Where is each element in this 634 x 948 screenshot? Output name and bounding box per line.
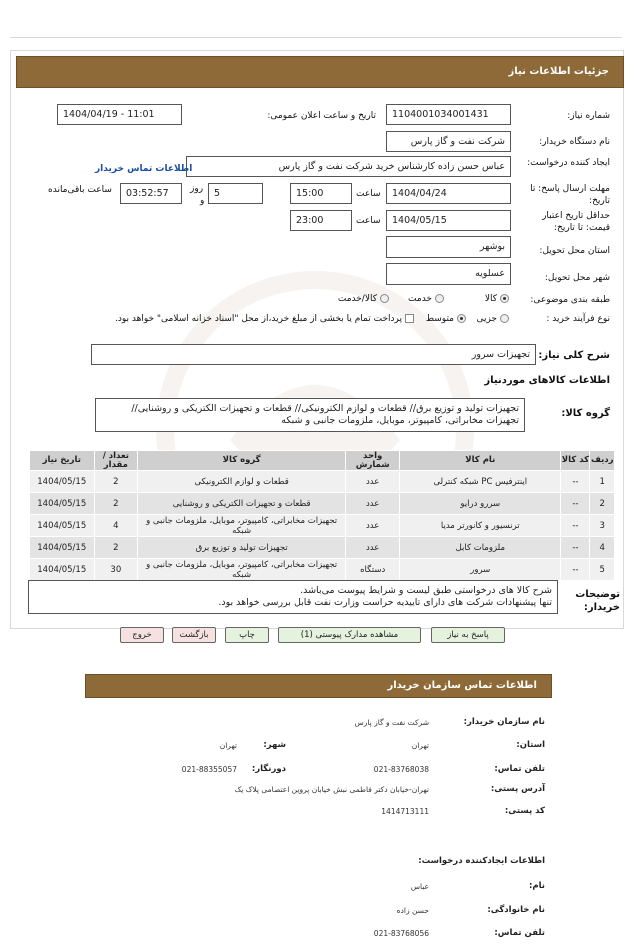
notes-field bbox=[28, 580, 558, 614]
table-row bbox=[30, 559, 615, 581]
cell-group: قطعات و لوازم الکترونیکی bbox=[138, 471, 346, 493]
radio-service-icon[interactable] bbox=[435, 294, 444, 303]
contact-city-value: تهران bbox=[219, 741, 237, 750]
contact-fax-value: 021-88355057 bbox=[181, 765, 237, 774]
cell-name: اینترفیس PC شبکه کنترلی bbox=[400, 471, 561, 493]
table-header-row bbox=[30, 451, 615, 471]
col-qty: تعداد / مقدار bbox=[94, 451, 138, 471]
cell-name: ترنسیور و کانورتر مدیا bbox=[400, 515, 561, 537]
col-code: کد کالا bbox=[561, 451, 590, 471]
contact-city-label: شهر: bbox=[263, 740, 286, 750]
notes-label: توضیحات خریدار: bbox=[575, 589, 620, 613]
cell-date: 1404/05/15 bbox=[30, 559, 95, 581]
summary-field: تجهیزات سرور bbox=[91, 344, 536, 365]
cell-row: 4 bbox=[590, 537, 615, 559]
exit-button[interactable]: خروج bbox=[120, 627, 164, 643]
contact-header: اطلاعات تماس سازمان خریدار bbox=[85, 674, 552, 698]
category-option-both[interactable]: کالا/خدمت bbox=[338, 294, 389, 304]
creator-family-label: نام خانوادگی: bbox=[487, 905, 545, 915]
radio-goods-icon[interactable] bbox=[500, 294, 509, 303]
day-label: روز bbox=[190, 184, 204, 194]
cell-name: سرور bbox=[400, 559, 561, 581]
table-row bbox=[30, 537, 615, 559]
cell-code: -- bbox=[561, 493, 590, 515]
cell-unit: عدد bbox=[346, 537, 400, 559]
contact-province-label: استان: bbox=[516, 740, 545, 750]
category-option-service[interactable]: خدمت bbox=[408, 294, 444, 304]
cell-row: 2 bbox=[590, 493, 615, 515]
cell-qty: 2 bbox=[94, 471, 138, 493]
goods-group-line2: تجهیزات مخابراتی، کامپیوتر، موبایل، ملزومات جانبی و شبکه bbox=[281, 415, 519, 426]
col-group: گروه کالا bbox=[138, 451, 346, 471]
cell-name: سررو درایو bbox=[400, 493, 561, 515]
validity-hour-label: ساعت bbox=[356, 216, 381, 226]
cell-unit: عدد bbox=[346, 515, 400, 537]
cell-date: 1404/05/15 bbox=[30, 537, 95, 559]
cell-group: تجهیزات تولید و توزیع برق bbox=[138, 537, 346, 559]
cell-code: -- bbox=[561, 471, 590, 493]
contact-org-label: نام سازمان خریدار: bbox=[463, 717, 545, 727]
goods-info-title: اطلاعات کالاهای موردنیاز bbox=[484, 375, 610, 386]
province-field: بوشهر bbox=[386, 236, 511, 258]
cell-code: -- bbox=[561, 515, 590, 537]
goods-group-field bbox=[95, 398, 525, 432]
contact-province-value: تهران bbox=[411, 741, 429, 750]
cell-qty: 2 bbox=[94, 537, 138, 559]
need-number-label: شماره نیاز: bbox=[567, 111, 610, 121]
contact-org-value: شرکت نفت و گاز پارس bbox=[354, 718, 429, 727]
need-number-field: 1104001034001431 bbox=[386, 104, 511, 125]
col-unit: واحد شمارش bbox=[346, 451, 400, 471]
cell-date: 1404/05/15 bbox=[30, 471, 95, 493]
top-divider bbox=[10, 37, 622, 38]
cell-qty: 30 bbox=[94, 559, 138, 581]
col-name: نام کالا bbox=[400, 451, 561, 471]
cell-code: -- bbox=[561, 537, 590, 559]
cell-row: 1 bbox=[590, 471, 615, 493]
creator-name-value: عباس bbox=[410, 882, 429, 891]
notes-line2: تنها پیشنهادات شرکت های دارای تاییدیه حراست وزارت نفت قابل بررسی خواهد بود. bbox=[218, 597, 552, 608]
creator-info-title: اطلاعات ایجادکننده درخواست: bbox=[418, 856, 545, 866]
creator-field: عباس حسن زاده کارشناس خرید شرکت نفت و گاز پارس bbox=[186, 156, 511, 177]
validity-label: حداقل تاریخ اعتبار قیمت: تا تاریخ: bbox=[542, 211, 610, 233]
goods-group-label: گروه کالا: bbox=[561, 408, 610, 419]
process-option-minor[interactable]: جزیی bbox=[476, 314, 509, 324]
table-row bbox=[30, 471, 615, 493]
city-label: شهر محل تحویل: bbox=[544, 273, 610, 283]
checkbox-icon[interactable] bbox=[405, 314, 414, 323]
details-header: جزئیات اطلاعات نیاز bbox=[16, 56, 624, 88]
remaining-label: ساعت باقی‌مانده bbox=[48, 185, 112, 195]
category-option-goods[interactable]: کالا bbox=[485, 294, 509, 304]
process-label: نوع فرآیند خرید : bbox=[546, 314, 610, 324]
buyer-label: نام دستگاه خریدار: bbox=[539, 137, 610, 147]
cell-unit: عدد bbox=[346, 493, 400, 515]
radio-both-icon[interactable] bbox=[380, 294, 389, 303]
creator-name-label: نام: bbox=[528, 881, 545, 891]
send-date-field: 1404/04/24 bbox=[386, 183, 511, 204]
radio-medium-icon[interactable] bbox=[457, 314, 466, 323]
creator-family-value: حسن زاده bbox=[396, 906, 429, 915]
city-field: عسلویه bbox=[386, 263, 511, 285]
announce-label: تاریخ و ساعت اعلان عمومی: bbox=[267, 111, 376, 121]
back-button[interactable]: بازگشت bbox=[172, 627, 216, 643]
cell-code: -- bbox=[561, 559, 590, 581]
validity-time-field: 23:00 bbox=[290, 210, 352, 231]
buyer-contact-link[interactable]: اطلاعات تماس خریدار bbox=[95, 164, 193, 174]
contact-phone-label: تلفن تماس: bbox=[494, 764, 545, 774]
cell-unit: دستگاه bbox=[346, 559, 400, 581]
contact-phone-value: 021-83768038 bbox=[373, 765, 429, 774]
items-table-wrap bbox=[29, 450, 615, 581]
contact-address-value: تهران-خیابان دکتر فاطمی نبش خیابان پروین اعتصامی پلاک یک bbox=[234, 785, 429, 794]
cell-unit: عدد bbox=[346, 471, 400, 493]
contact-address-label: آدرس پستی: bbox=[490, 784, 545, 794]
treasury-payment-checkbox[interactable]: پرداخت تمام یا بخشی از مبلغ خرید،از محل "اسناد خزانه اسلامی" خواهد بود. bbox=[115, 314, 414, 324]
cell-row: 5 bbox=[590, 559, 615, 581]
contact-postal-value: 1414713111 bbox=[381, 807, 429, 816]
cell-qty: 4 bbox=[94, 515, 138, 537]
table-row bbox=[30, 515, 615, 537]
validity-date-field: 1404/05/15 bbox=[386, 210, 511, 231]
process-option-medium[interactable]: متوسط bbox=[426, 314, 466, 324]
send-deadline-label: مهلت ارسال پاسخ: تا تاریخ: bbox=[530, 184, 610, 206]
notes-line1: شرح کالا های درخواستی طبق لیست و شرایط پیوست می‌باشد. bbox=[300, 585, 552, 596]
cell-group: تجهیزات مخابراتی، کامپیوتر، موبایل، ملزومات جانبی و شبکه bbox=[138, 515, 346, 537]
cell-date: 1404/05/15 bbox=[30, 515, 95, 537]
remaining-time-field: 03:52:57 bbox=[120, 183, 182, 204]
cell-name: ملزومات کابل bbox=[400, 537, 561, 559]
items-table bbox=[29, 450, 615, 581]
creator-phone-label: تلفن تماس: bbox=[494, 928, 545, 938]
cell-row: 3 bbox=[590, 515, 615, 537]
radio-minor-icon[interactable] bbox=[500, 314, 509, 323]
contact-fax-label: دورنگار: bbox=[251, 764, 286, 774]
summary-label: شرح کلی نیاز: bbox=[538, 350, 610, 361]
buyer-field: شرکت نفت و گاز پارس bbox=[386, 131, 511, 152]
col-date: تاریخ نیاز bbox=[30, 451, 95, 471]
cell-group: قطعات و تجهیزات الکتریکی و روشنایی bbox=[138, 493, 346, 515]
table-row bbox=[30, 493, 615, 515]
cell-date: 1404/05/15 bbox=[30, 493, 95, 515]
send-time-field: 15:00 bbox=[290, 183, 352, 204]
col-row: ردیف bbox=[590, 451, 615, 471]
attachments-button[interactable]: مشاهده مدارک پیوستی (1) bbox=[278, 627, 421, 643]
print-button[interactable]: چاپ bbox=[225, 627, 269, 643]
send-hour-label: ساعت bbox=[356, 189, 381, 199]
cell-group: تجهیزات مخابراتی، کامپیوتر، موبایل، ملزومات جانبی و شبکه bbox=[138, 559, 346, 581]
reply-button[interactable]: پاسخ به نیاز bbox=[431, 627, 505, 643]
category-label: طبقه بندی موضوعی: bbox=[530, 295, 610, 305]
contact-postal-label: کد پستی: bbox=[504, 806, 545, 816]
and-label: و bbox=[200, 196, 205, 206]
cell-qty: 2 bbox=[94, 493, 138, 515]
province-label: استان محل تحویل: bbox=[539, 246, 610, 256]
creator-label: ایجاد کننده درخواست: bbox=[527, 158, 610, 168]
goods-group-line1: تجهیزات تولید و توزیع برق// قطعات و لوازم الکترونیکی// قطعات و تجهیزات الکتریکی و روشنایی// bbox=[131, 403, 519, 414]
announce-field: 1404/04/19 - 11:01 bbox=[57, 104, 182, 125]
days-field: 5 bbox=[208, 183, 263, 204]
creator-phone-value: 021-83768056 bbox=[373, 929, 429, 938]
